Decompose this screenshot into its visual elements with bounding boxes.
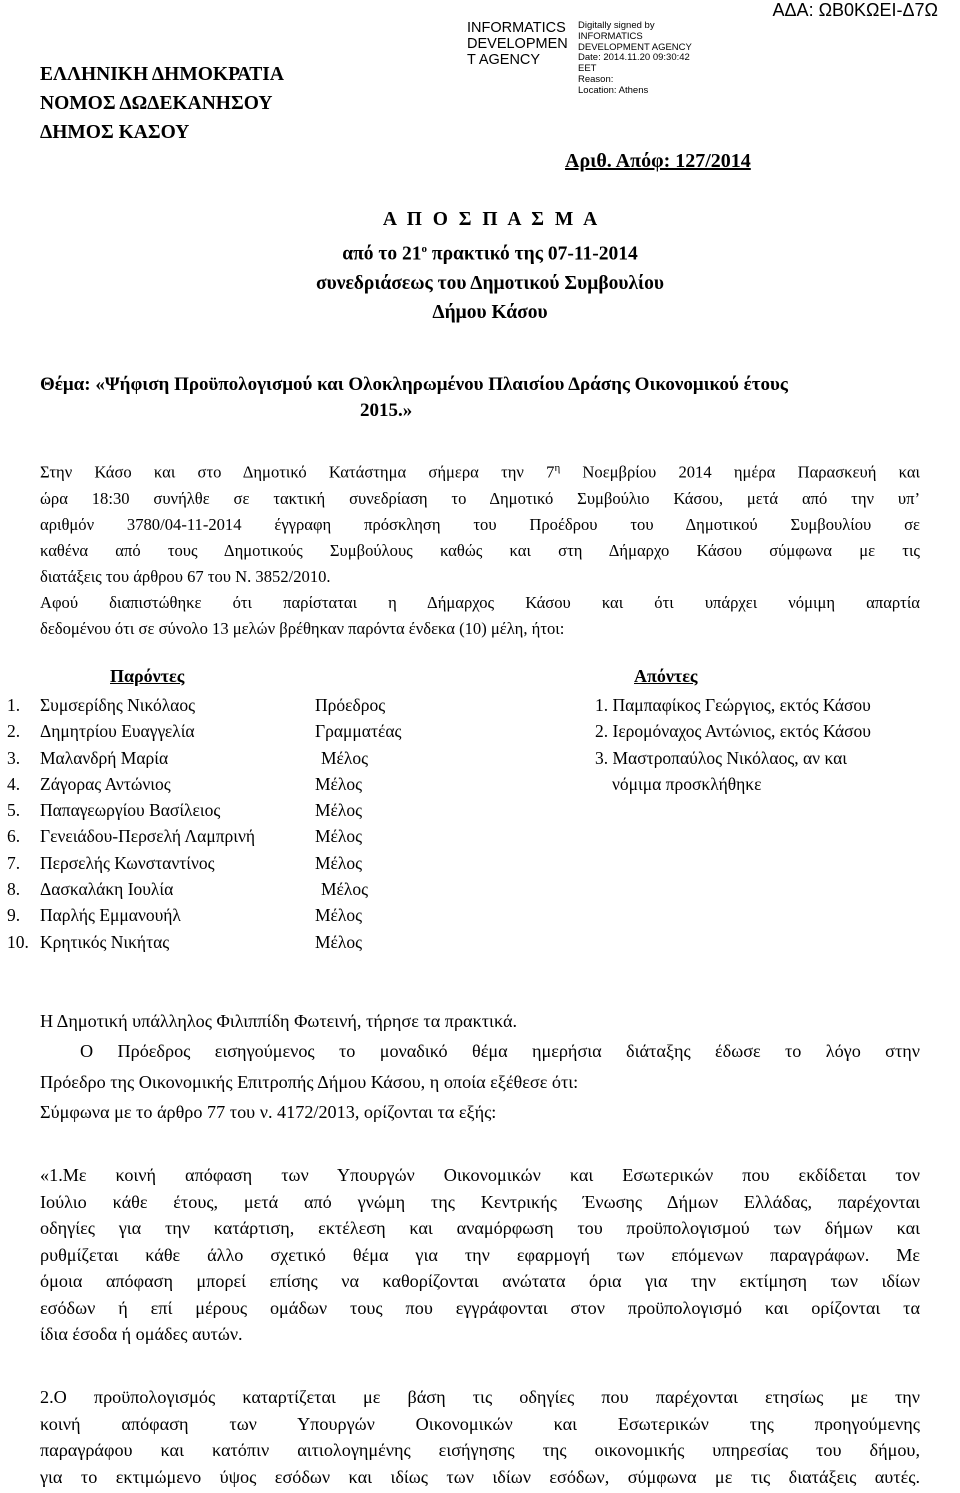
title-line-text: από το 21 (342, 243, 422, 264)
signature-detail-line: Date: 2014.11.20 09:30:42 (578, 52, 690, 64)
list-item (7, 797, 477, 823)
member-name: Περσελής Κωνσταντίνος (40, 852, 215, 873)
list-item: νόμιμα προσκλήθηκε (612, 773, 762, 794)
member-name: Συμσερίδης Νικόλαος (40, 695, 196, 715)
paragraph-line: παραγράφου και κατόπιν αιτιολογημένης εισήγησης της οικονομικής υπηρεσίας του δήμου, (40, 1440, 920, 1460)
issuer-block (40, 60, 284, 147)
intro-line: καθένα από τους Δημοτικούς Συμβούλους καθώς και στη Δήμαρχο Κάσου σύμφωνα με τις (40, 540, 920, 560)
list-item (7, 771, 477, 797)
list-item (7, 929, 477, 955)
paragraph-line: Ιούλιο κάθε έτους, μετά από γνώμη της Κεντρικής Ένωσης Δήμων Ελλάδας, παρέχονται (40, 1191, 920, 1212)
item-number: 4. (7, 773, 21, 794)
list-item (7, 902, 477, 928)
intro-superscript: η (554, 462, 561, 474)
title-line: Α Π Ο Σ Π Α Σ Μ Α (382, 209, 598, 230)
item-number: 1. (7, 695, 21, 715)
issuer-line: ΕΛΛΗΝΙΚΗ ΔΗΜΟΚΡΑΤΙΑ (40, 64, 284, 85)
signature-details (578, 21, 692, 97)
signature-detail-line: DEVELOPMENT AGENCY (578, 41, 692, 53)
member-role: Μέλος (315, 852, 363, 873)
member-role: Πρόεδρος (315, 695, 386, 715)
present-heading: Παρόντες (110, 666, 185, 686)
item-number: 8. (7, 879, 21, 900)
item-number: 2. (7, 721, 21, 742)
item-number: 5. (7, 800, 21, 821)
intro-line (40, 455, 920, 486)
title-line-text: πρακτικό της 07-11-2014 (427, 243, 638, 264)
law-paragraph-2 (40, 1384, 920, 1490)
list-item (7, 745, 477, 771)
ada-code: ΑΔΑ: ΩΒ0ΚΩΕΙ-Δ7Ω (772, 0, 938, 20)
paragraph-line: 2.Ο προϋπολογισμός καταρτίζεται με βάση τις οδηγίες που παρέχονται ετησίως με την (40, 1387, 920, 1407)
paragraph-line: εσόδων ή επί μέρους ομάδων τους που εγγράφονται στον προϋπολογισμό και ορίζονται τα (40, 1297, 920, 1318)
intro-line: δεδομένου ότι σε σύνολο 13 μελών βρέθηκαν παρόντα ένδεκα (10) μέλη, ήτοι: (40, 618, 565, 638)
list-item (7, 718, 477, 744)
signature-detail-line: Reason: (578, 73, 614, 85)
paragraph-line: ίδια έσοδα ή ομάδες αυτών. (40, 1324, 243, 1344)
intro-text: Νοεμβρίου 2014 ημέρα Παρασκευή και (560, 462, 920, 482)
signature-detail-line: Digitally signed by (578, 20, 655, 31)
issuer-line: ΔΗΜΟΣ ΚΑΣΟΥ (40, 122, 190, 143)
title-line: Δήμου Κάσου (432, 302, 548, 323)
list-item (7, 850, 477, 876)
list-item: 2. Ιερομόναχος Αντώνιος, εκτός Κάσου (595, 721, 871, 742)
subject-line: Θέμα: «Ψήφιση Προϋπολογισμού και Ολοκληρωμένου Πλαισίου Δράσης Οικονομικού έτους (40, 374, 788, 395)
title-superscript: ο (421, 242, 428, 255)
signature-detail-line: Location: Athens (578, 84, 649, 96)
intro-line: διατάξεις του άρθρου 67 του Ν. 3852/2010. (40, 566, 331, 586)
item-number: 9. (7, 905, 21, 926)
paragraph-line: Σύμφωνα με το άρθρο 77 του ν. 4172/2013, ορίζονται τα εξής: (40, 1102, 497, 1122)
clerk-note: Η Δημοτική υπάλληλος Φιλιππίδη Φωτεινή, τήρησε τα πρακτικά. (40, 1011, 518, 1031)
list-item (7, 692, 477, 718)
intro-text: Στην Κάσο και στο Δημοτικό Κατάστημα σήμερα την 7 (40, 462, 555, 482)
paragraph-line: για το εκτιμώμενο ύψος εσόδων και ιδίως των ιδίων εσόδων, σύμφωνα με τις διατάξεις αυτές. (40, 1466, 920, 1487)
list-item (7, 876, 477, 902)
signature-detail-line: EET (578, 63, 597, 75)
decision-number: Αριθ. Απόφ: 127/2014 (565, 150, 751, 172)
law-paragraph-1 (40, 1162, 920, 1348)
item-number: 10. (7, 931, 29, 952)
list-item (7, 823, 477, 849)
member-role: Μέλος (315, 905, 363, 926)
member-role: Μέλος (315, 800, 363, 821)
member-name: Μαλανδρή Μαρία (40, 747, 169, 768)
list-item: 3. Μαστροπαύλος Νικόλαος, αν και (595, 747, 847, 768)
member-name: Δημητρίου Ευαγγελία (40, 721, 195, 742)
title-line (200, 235, 780, 269)
member-name: Γενειάδου-Περσελή Λαμπρινή (40, 826, 256, 847)
subject-year: 2015.» (360, 400, 413, 421)
member-role: Μέλος (321, 747, 369, 768)
member-role: Γραμματέας (315, 721, 402, 742)
list-item: 1. Παμπαφίκος Γεώργιος, εκτός Κάσου (595, 695, 871, 715)
paragraph-line: όμοια απόφαση μπορεί επίσης να καθορίζονται ανώτατα όρια για την εκτίμηση των ιδίων (40, 1271, 920, 1291)
issuer-line: ΝΟΜΟΣ ΔΩΔΕΚΑΝΗΣΟΥ (40, 93, 273, 114)
document-title (200, 205, 780, 328)
intro-paragraph (40, 455, 920, 642)
item-number: 7. (7, 852, 21, 873)
signature-agency-line: T AGENCY (467, 52, 541, 68)
member-role: Μέλος (315, 773, 363, 794)
signature-detail-line: INFORMATICS (578, 30, 643, 42)
paragraph-line: ρυθμίζεται κάθε άλλο σχετικό θέμα για την εφαρμογή των επόμενων παραγράφων. Με (40, 1244, 920, 1265)
paragraph-line: οδηγίες για την κατάρτιση, εκτέλεση και αναμόρφωση του προϋπολογισμού των δήμων και (40, 1218, 920, 1238)
absent-list (595, 692, 955, 797)
intro-line: Αφού διαπιστώθηκε ότι παρίσταται η Δήμαρχος Κάσου και ότι υπάρχει νόμιμη απαρτία (40, 592, 920, 612)
member-role: Μέλος (321, 879, 369, 900)
member-role: Μέλος (315, 826, 363, 847)
signature-agency (467, 20, 568, 68)
member-name: Κρητικός Νικήτας (40, 931, 170, 952)
paragraph-line: Ο Πρόεδρος εισηγούμενος το μοναδικό θέμα ημερήσια διάταξης έδωσε το λόγο στην (80, 1041, 920, 1061)
member-role: Μέλος (315, 931, 363, 952)
paragraph-line: «1.Με κοινή απόφαση των Υπουργών Οικονομικών και Εσωτερικών που εκδίδεται τον (40, 1165, 920, 1185)
member-name: Ζάγορας Αντώνιος (40, 773, 171, 794)
item-number: 3. (7, 747, 21, 768)
president-paragraph (40, 1038, 920, 1126)
member-name: Παπαγεωργίου Βασίλειος (40, 800, 221, 821)
paragraph-line: κοινή απόφαση των Υπουργών Οικονομικών και Εσωτερικών της προηγούμενης (40, 1413, 920, 1434)
absent-heading: Απόντες (634, 666, 698, 686)
intro-line: ώρα 18:30 συνήλθε σε τακτική συνεδρίαση το Δημοτικό Συμβούλιο Κάσου, μετά από την υπ’ (40, 488, 920, 508)
paragraph-line: Πρόεδρο της Οικονομικής Επιτροπής Δήμου Κάσου, η οποία εξέθεσε ότι: (40, 1071, 579, 1092)
signature-agency-line: DEVELOPMEN (467, 36, 568, 52)
member-name: Δασκαλάκη Ιουλία (40, 879, 174, 900)
intro-line: αριθμόν 3780/04-11-2014 έγγραφη πρόσκληση του Προέδρου του Δημοτικού Συμβουλίου σε (40, 514, 920, 534)
member-name: Παρλής Εμμανουήλ (40, 905, 181, 926)
signature-agency-line: INFORMATICS (467, 20, 566, 36)
title-line: συνεδριάσεως του Δημοτικού Συμβουλίου (316, 272, 664, 294)
present-list (7, 692, 477, 955)
item-number: 6. (7, 826, 21, 847)
